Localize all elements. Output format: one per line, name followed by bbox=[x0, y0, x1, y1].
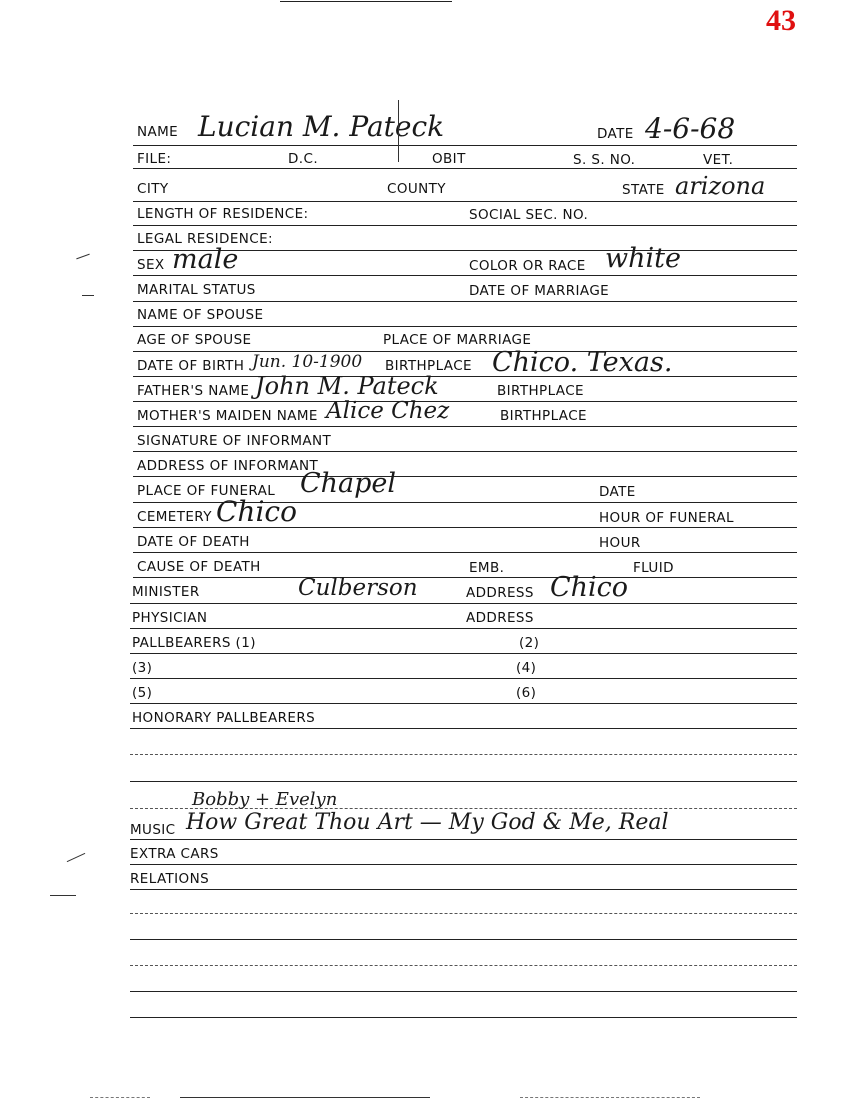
rule-date-death bbox=[133, 552, 797, 553]
rule-music bbox=[130, 839, 797, 840]
label-date: DATE bbox=[597, 126, 634, 142]
label-social: SOCIAL SEC. NO. bbox=[469, 207, 589, 223]
label-minister: MINISTER bbox=[132, 584, 200, 600]
label-race: COLOR OR RACE bbox=[469, 258, 586, 274]
label-pallbearers-3: (3) bbox=[132, 660, 153, 676]
label-cemetery: CEMETERY bbox=[137, 509, 212, 525]
label-date-marriage: DATE OF MARRIAGE bbox=[469, 283, 610, 299]
label-dc: D.C. bbox=[288, 151, 319, 167]
rule-address-informant bbox=[133, 476, 797, 477]
rule-pallbearers-1 bbox=[130, 653, 797, 654]
label-pallbearers-6: (6) bbox=[516, 685, 537, 701]
rule-sex bbox=[133, 275, 797, 276]
rule-cause bbox=[133, 577, 797, 578]
rule-signature bbox=[133, 451, 797, 452]
rule-relations bbox=[130, 889, 797, 890]
entry-date: 4-6-68 bbox=[645, 112, 736, 145]
rule-city bbox=[133, 201, 797, 202]
label-sex: SEX bbox=[137, 257, 165, 273]
rule-relations-6 bbox=[130, 1017, 797, 1018]
label-pallbearers-5: (5) bbox=[132, 685, 153, 701]
entry-music-singers: Bobby + Evelyn bbox=[192, 789, 338, 810]
margin-mark bbox=[67, 853, 86, 862]
entry-birthplace: Chico. Texas. bbox=[492, 347, 673, 378]
label-place-marriage: PLACE OF MARRIAGE bbox=[383, 332, 532, 348]
rule-pallbearers-3 bbox=[130, 678, 797, 679]
entry-race: white bbox=[605, 243, 681, 274]
rule-spouse bbox=[133, 326, 797, 327]
entry-dob: Jun. 10-1900 bbox=[252, 352, 363, 372]
label-length: LENGTH OF RESIDENCE: bbox=[137, 206, 309, 222]
bottom-mark bbox=[520, 1097, 700, 1098]
label-county: COUNTY bbox=[387, 181, 446, 197]
rule-extra-cars bbox=[130, 864, 797, 865]
entry-father: John M. Pateck bbox=[255, 372, 439, 400]
rule-length bbox=[133, 225, 797, 226]
margin-mark bbox=[82, 295, 94, 296]
page-number: 43 bbox=[766, 4, 796, 37]
rule-honorary bbox=[130, 728, 797, 729]
margin-mark bbox=[76, 254, 89, 260]
label-music: MUSIC bbox=[130, 822, 176, 838]
rule-blank-2 bbox=[130, 781, 797, 782]
rule-age-spouse bbox=[133, 351, 797, 352]
label-obit: OBIT bbox=[432, 151, 466, 167]
label-hour: HOUR bbox=[599, 535, 641, 551]
margin-mark bbox=[50, 895, 76, 896]
entry-minister: Culberson bbox=[298, 575, 418, 601]
label-fluid: FLUID bbox=[633, 560, 674, 576]
rule-cemetery bbox=[133, 527, 797, 528]
rule-mother bbox=[133, 426, 797, 427]
label-pallbearers-4: (4) bbox=[516, 660, 537, 676]
label-relations: RELATIONS bbox=[130, 871, 210, 887]
label-age-spouse: AGE OF SPOUSE bbox=[137, 332, 252, 348]
label-honorary: HONORARY PALLBEARERS bbox=[132, 710, 316, 726]
label-state: STATE bbox=[622, 182, 665, 198]
label-vet: VET. bbox=[703, 152, 734, 168]
label-extra-cars: EXTRA CARS bbox=[130, 846, 219, 862]
entry-state: arizona bbox=[675, 172, 766, 200]
entry-music: How Great Thou Art — My God & Me, Real bbox=[186, 810, 669, 835]
label-city: CITY bbox=[137, 181, 169, 197]
rule-father bbox=[133, 401, 797, 402]
label-birthplace: BIRTHPLACE bbox=[385, 358, 472, 374]
entry-cemetery: Chico bbox=[216, 495, 297, 528]
label-funeral-date: DATE bbox=[599, 484, 636, 500]
bottom-mark bbox=[180, 1097, 430, 1098]
label-signature: SIGNATURE OF INFORMANT bbox=[137, 433, 332, 449]
rule-dob bbox=[133, 376, 797, 377]
label-hour-funeral: HOUR OF FUNERAL bbox=[599, 510, 734, 526]
label-address: ADDRESS bbox=[466, 585, 534, 601]
label-emb: EMB. bbox=[469, 560, 505, 576]
rule-relations-2 bbox=[130, 913, 797, 914]
label-pallbearers-1: PALLBEARERS (1) bbox=[132, 635, 256, 651]
rule-minister bbox=[130, 603, 797, 604]
entry-sex: male bbox=[172, 244, 239, 275]
label-mother: MOTHER'S MAIDEN NAME bbox=[137, 408, 318, 424]
rule-relations-3 bbox=[130, 939, 797, 940]
rule-pallbearers-5 bbox=[130, 703, 797, 704]
entry-place-funeral: Chapel bbox=[300, 468, 397, 499]
label-dob: DATE OF BIRTH bbox=[137, 358, 245, 374]
label-date-death: DATE OF DEATH bbox=[137, 534, 250, 550]
label-marital: MARITAL STATUS bbox=[137, 282, 256, 298]
rule-physician bbox=[130, 628, 797, 629]
label-father: FATHER'S NAME bbox=[137, 383, 250, 399]
rule-relations-5 bbox=[130, 991, 797, 992]
rule-relations-4 bbox=[130, 965, 797, 966]
label-legal: LEGAL RESIDENCE: bbox=[137, 231, 273, 247]
label-place-funeral: PLACE OF FUNERAL bbox=[137, 483, 276, 499]
label-name: NAME bbox=[137, 124, 179, 140]
rule-file bbox=[133, 168, 797, 169]
label-cause: CAUSE OF DEATH bbox=[137, 559, 261, 575]
rule-name bbox=[133, 145, 797, 146]
label-father-birthplace: BIRTHPLACE bbox=[497, 383, 584, 399]
entry-name: Lucian M. Pateck bbox=[198, 110, 445, 143]
label-mother-birthplace: BIRTHPLACE bbox=[500, 408, 587, 424]
rule-blank-1 bbox=[130, 754, 797, 755]
label-address-informant: ADDRESS OF INFORMANT bbox=[137, 458, 319, 474]
rule-marital bbox=[133, 301, 797, 302]
pen-stroke bbox=[398, 100, 400, 162]
label-pallbearers-2: (2) bbox=[519, 635, 540, 651]
label-address2: ADDRESS bbox=[466, 610, 534, 626]
top-rule bbox=[280, 1, 452, 2]
entry-mother: Alice Chez bbox=[326, 398, 450, 424]
bottom-mark bbox=[90, 1097, 150, 1098]
label-physician: PHYSICIAN bbox=[132, 610, 208, 626]
label-spouse: NAME OF SPOUSE bbox=[137, 307, 264, 323]
label-ssno: S. S. NO. bbox=[573, 152, 636, 168]
label-file: FILE: bbox=[137, 151, 172, 167]
entry-minister-address: Chico bbox=[550, 572, 629, 603]
